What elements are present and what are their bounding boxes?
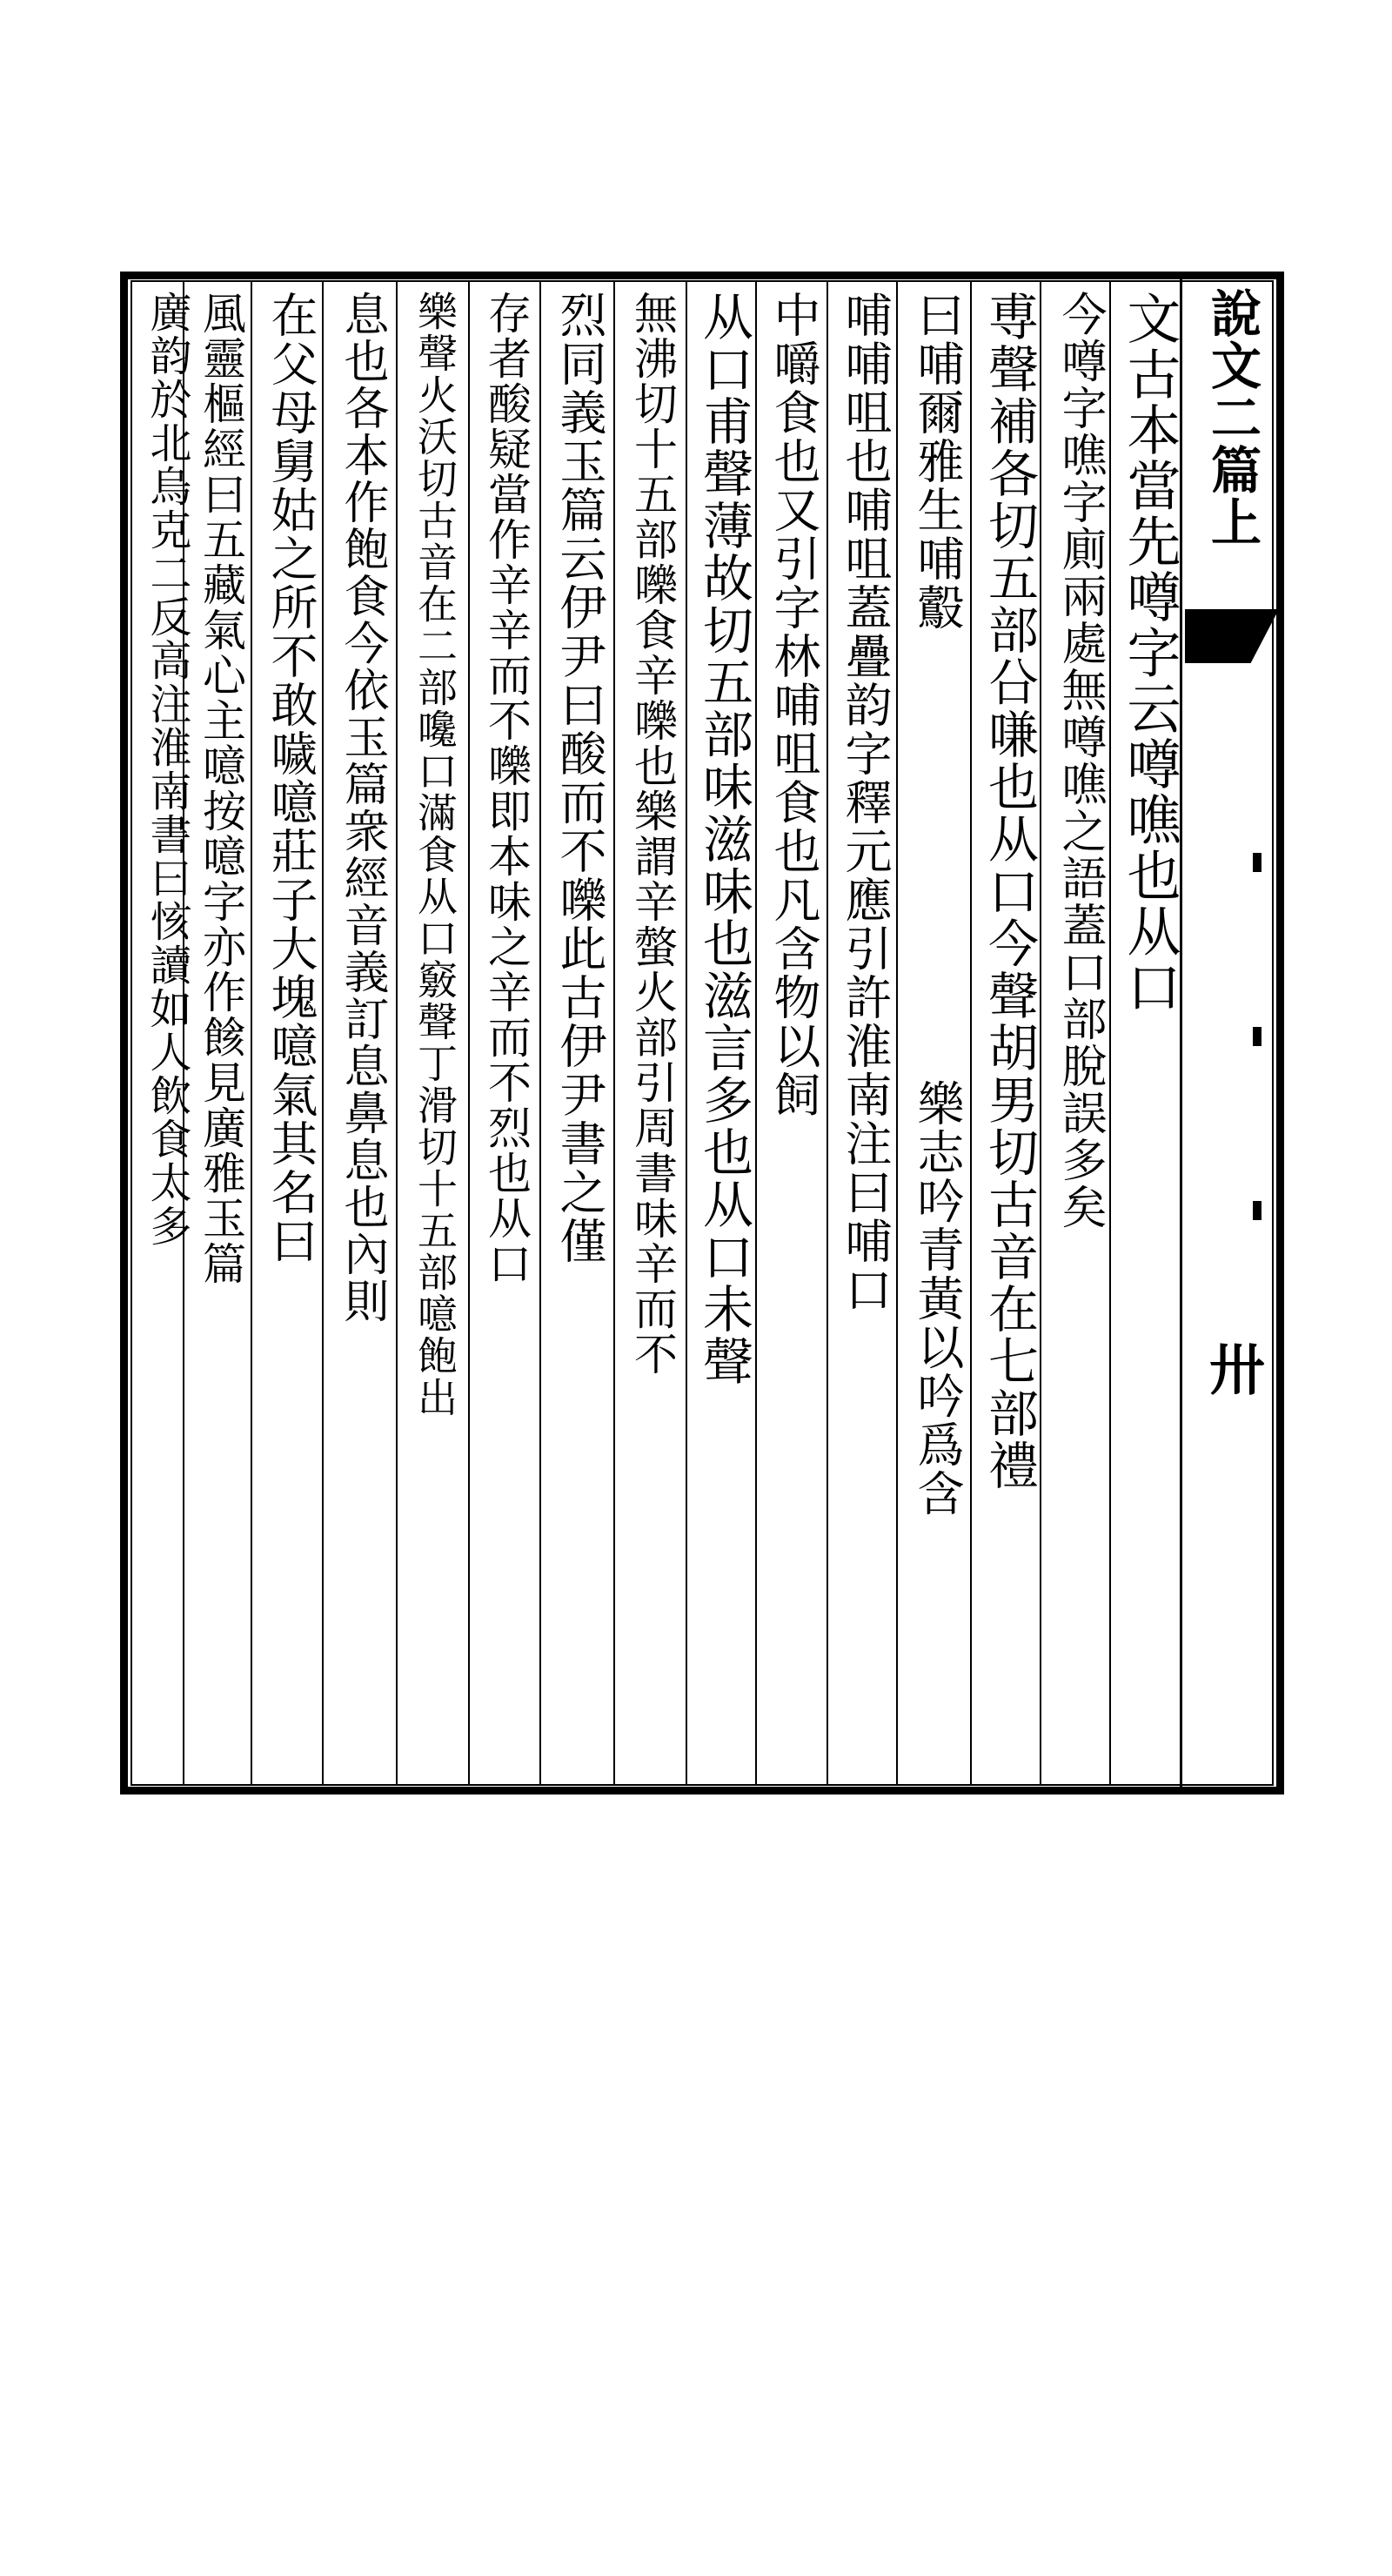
text-column-2: 今噂字噍字廁兩處無噂噍之語蓋口部脫誤多矣 — [1054, 291, 1106, 1231]
text-column-13: 息也各本作飽食今依玉篇衆經音義訂息鼻息也內則 — [336, 291, 388, 1325]
text-column-1: 文古本當先噂字云噂噍也从口 — [1118, 291, 1181, 1015]
column-rule — [396, 280, 398, 1786]
column-rule — [896, 280, 898, 1786]
column-rule — [826, 280, 828, 1786]
text-column-10: 烈同義玉篇云伊尹曰酸而不嚛此古伊尹書之僅 — [552, 291, 607, 1265]
column-rule — [251, 280, 252, 1786]
column-rule — [539, 280, 541, 1786]
column-rule — [686, 280, 687, 1786]
column-rule — [322, 280, 324, 1786]
text-column-6: 哺哺咀也哺咀蓋疊韵字釋元應引許淮南注曰哺口 — [838, 291, 893, 1314]
text-column-3: 尃聲補各切五部㕣嗛也从口今聲胡男切古音在七部禮 — [980, 291, 1039, 1492]
text-column-12: 樂聲火沃切古音在二部嚵口滿食从口竅聲丁滑切十五部噫飽出 — [412, 291, 458, 1419]
text-column-9: 無沸切十五部嚛食辛嚛也樂謂辛螫火部引周書味辛而不 — [627, 291, 678, 1377]
text-column-16: 廣韵於北烏克二反高注淮南書曰㤥讀如人飲食太多 — [143, 291, 191, 1248]
column-rule — [613, 280, 615, 1786]
fold-dot — [1253, 853, 1262, 872]
column-rule — [755, 280, 757, 1786]
text-column-14: 在父母舅姑之所不敢噦噫莊子大塊噫氣其名曰 — [264, 291, 318, 1265]
fold-leaf-number: 卅 — [1200, 1340, 1265, 1396]
text-column-5: 曰哺爾雅生哺鷇 — [910, 291, 965, 632]
column-rule — [1109, 280, 1111, 1786]
fold-dot — [1253, 1027, 1262, 1046]
fold-title: 說文二篇上 — [1202, 287, 1262, 548]
fold-dot — [1253, 1201, 1262, 1220]
column-rule — [468, 280, 470, 1786]
text-column-7: 中嚼食也又引字林哺咀食也凡含物以飼 — [766, 291, 821, 1119]
text-column-15: 風靈樞經曰五藏氣心主噫按噫字亦作餩見廣雅玉篇 — [196, 291, 246, 1286]
column-rule — [1040, 280, 1041, 1786]
text-column-11: 存者酸疑當作辛辛而不嚛即本味之辛而不烈也从口 — [481, 291, 532, 1286]
column-rule — [970, 280, 972, 1786]
text-column-8: 从口甫聲薄故切五部味滋味也滋言多也从口未聲 — [694, 291, 753, 1387]
text-column-4: 樂志吟青黃以吟爲含 — [910, 1079, 965, 1518]
